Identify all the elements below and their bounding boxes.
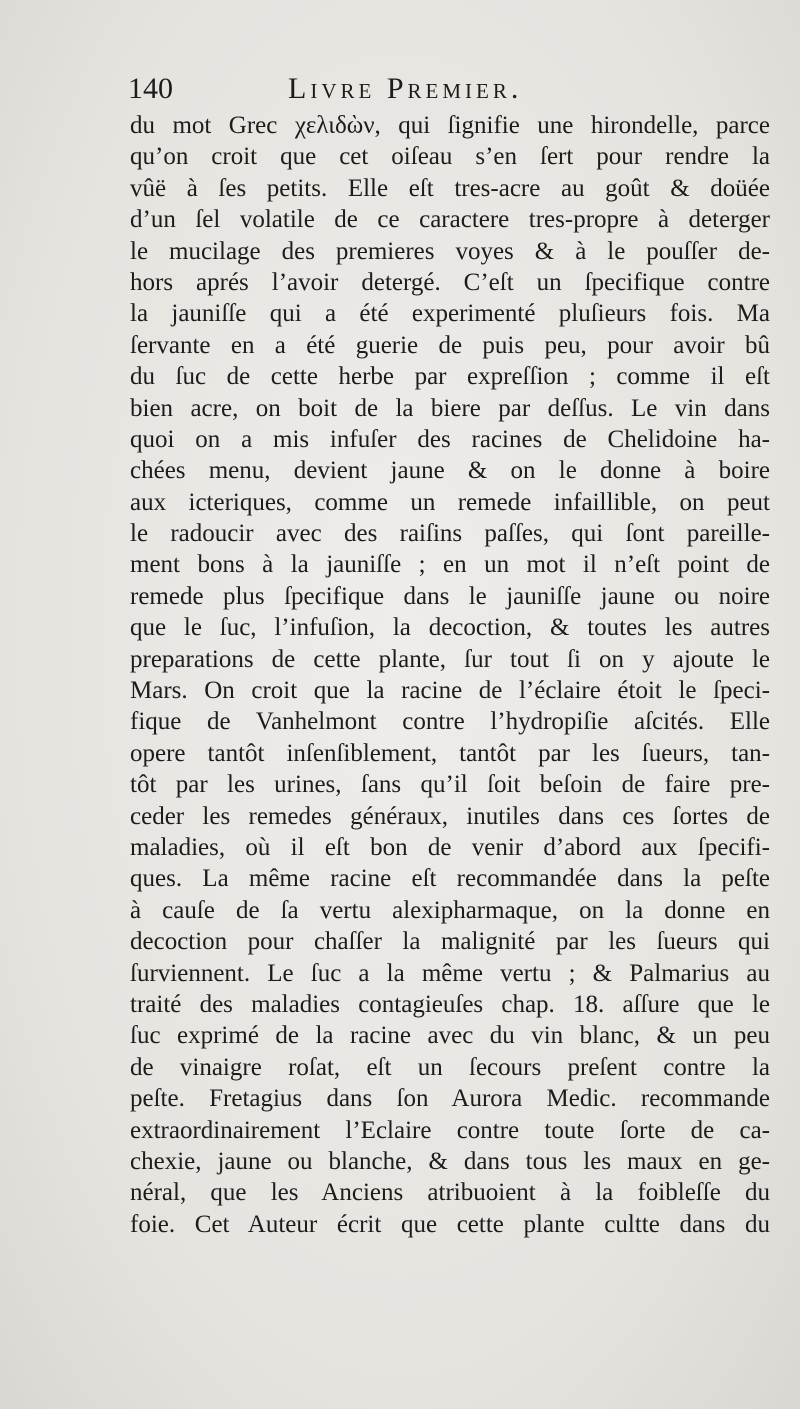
text-line: ceder les remedes généraux, inutiles dans ces ſortes de [130, 802, 770, 830]
text-line: ment bons à la jauniſſe ; en un mot il n’eſt point de [130, 551, 770, 579]
text-line: tôt par les urines, ſans qu’il ſoit beſoin de faire pre- [130, 771, 770, 799]
text-line: de vinaigre roſat, eſt un ſecours preſent contre la [130, 1053, 770, 1081]
text-line: peſte. Fretagius dans ſon Aurora Medic. recommande [130, 1085, 770, 1113]
text-line: Mars. On croit que la racine de l’éclaire étoit le ſpeci- [130, 677, 770, 705]
text-line: maladies, où il eſt bon de venir d’abord aux ſpecifi- [130, 833, 770, 861]
page-header [128, 72, 768, 112]
text-line: remede plus ſpecifique dans le jauniſſe jaune ou noire [130, 582, 770, 610]
text-line: la jauniſſe qui a été experimenté pluſieurs fois. Ma [130, 300, 770, 328]
text-line: preparations de cette plante, ſur tout ſi on y ajoute le [130, 645, 770, 673]
text-line: opere tantôt inſenſiblement, tantôt par les ſueurs, tan- [130, 739, 770, 767]
body-text [130, 110, 770, 1240]
text-line: foie. Cet Auteur écrit que cette plante cultte dans du [130, 1210, 770, 1238]
text-line: chées menu, devient jaune & on le donne à boire [130, 457, 770, 485]
text-line: chexie, jaune ou blanche, & dans tous les maux en ge- [130, 1147, 770, 1175]
text-line: aux icteriques, comme un remede infaillible, on peut [130, 488, 770, 516]
text-line: hors aprés l’avoir detergé. C’eſt un ſpecifique contre [130, 268, 770, 296]
text-line: traité des maladies contagieuſes chap. 18. aſſure que le [130, 990, 770, 1018]
text-line: ſervante en a été guerie de puis peu, pour avoir bû [130, 331, 770, 359]
text-line: du mot Grec χελιδὼν, qui ſignifie une hirondelle, parce [130, 112, 770, 139]
text-line: néral, que les Anciens atribuoient à la foibleſſe du [130, 1179, 770, 1207]
text-line: ſuc exprimé de la racine avec du vin blanc, & un peu [130, 1022, 770, 1050]
text-line: à cauſe de ſa vertu alexipharmaque, on la donne en [130, 896, 770, 924]
text-line: extraordinairement l’Eclaire contre toute ſorte de ca- [130, 1116, 770, 1144]
text-line: ques. La même racine eſt recommandée dans la peſte [130, 865, 770, 893]
text-line: le radoucir avec des raiſins paſſes, qui ſont pareille- [130, 520, 770, 548]
text-line: que le ſuc, l’infuſion, la decoction, & toutes les autres [130, 614, 770, 642]
text-line: qu’on croit que cet oiſeau s’en ſert pour rendre la [130, 143, 770, 171]
running-head: Livre Premier. [288, 72, 523, 105]
text-line: ſurviennent. Le ſuc a la même vertu ; & Palmarius au [130, 959, 770, 987]
text-line: d’un ſel volatile de ce caractere tres-propre à deterger [130, 206, 770, 234]
text-line: bien acre, on boit de la biere par deſſus. Le vin dans [130, 394, 770, 422]
text-line: vûë à ſes petits. Elle eſt tres-acre au goût & doüée [130, 174, 770, 202]
text-line: decoction pour chaſſer la malignité par les ſueurs qui [130, 928, 770, 956]
text-line: fique de Vanhelmont contre l’hydropiſie aſcités. Elle [130, 708, 770, 736]
page-number: 140 [128, 72, 173, 105]
text-line: du ſuc de cette herbe par expreſſion ; comme il eſt [130, 363, 770, 391]
text-line: le mucilage des premieres voyes & à le pouſſer de- [130, 237, 770, 265]
text-line: quoi on a mis infuſer des racines de Chelidoine ha- [130, 425, 770, 453]
